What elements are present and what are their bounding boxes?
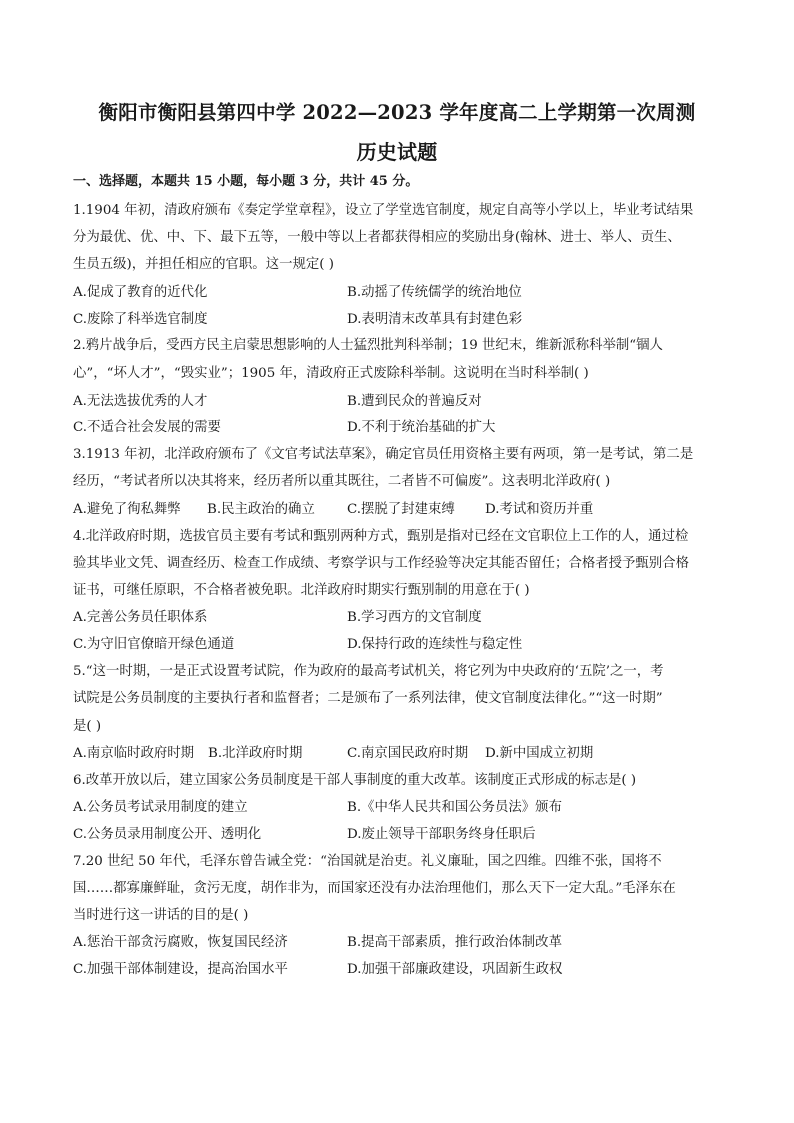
question-7-line-3: 当时进行这一讲话的目的是( )	[73, 908, 249, 923]
question-4-line-1: 4.北洋政府时期，选拔官员主要有考试和甄别两种方式，甄别是指对已经在文官职位上工作的人，通过检	[73, 529, 689, 544]
question-1-option-b: B.动摇了传统儒学的统治地位	[347, 285, 522, 300]
question-2-option-d: D.不利于统治基础的扩大	[347, 420, 496, 435]
question-3-option-a: A.避免了徇私舞弊	[73, 502, 181, 517]
question-7-option-b: B.提高干部素质，推行政治体制改革	[347, 935, 562, 950]
question-4-option-b: B.学习西方的文官制度	[347, 610, 482, 625]
question-3-option-c: C.摆脱了封建束缚	[347, 502, 455, 517]
question-3-line-2: 经历，“考试者所以决其将来，经历者所以重其既往，二者皆不可偏废”。这表明北洋政府( )	[73, 474, 611, 489]
question-7-option-d: D.加强干部廉政建设，巩固新生政权	[347, 962, 563, 977]
question-1-line-2: 分为最优、优、中、下、最下五等，一般中等以上者都获得相应的奖励出身(翰林、进士、举人、贡生、	[73, 230, 681, 245]
question-6-line-1: 6.改革开放以后，建立国家公务员制度是干部人事制度的重大改革。该制度正式形成的标志是( )	[73, 773, 637, 788]
question-6-option-d: D.废止领导干部职务终身任职后	[347, 827, 536, 842]
question-5-option-c: C.南京国民政府时期	[347, 746, 469, 761]
question-7-line-1: 7.20 世纪 50 年代，毛泽东曾告诫全党：“治国就是治吏。礼义廉耻，国之四维。四维不张，国将不	[73, 854, 662, 869]
question-1-option-c: C.废除了科举选官制度	[73, 312, 208, 327]
question-4-option-a: A.完善公务员任职体系	[73, 610, 208, 625]
question-5-option-b: B.北洋政府时期	[208, 746, 303, 761]
question-1-line-3: 生员五级)，并担任相应的官职。这一规定( )	[73, 257, 334, 272]
question-7-line-2: 国……都寡廉鲜耻，贪污无度，胡作非为，而国家还没有办法治理他们，那么天下一定大乱。”毛泽东在	[73, 881, 676, 896]
question-4-line-3: 证书，可继任原职，不合格者被免职。北洋政府时期实行甄别制的用意在于( )	[73, 583, 530, 598]
question-5-option-d: D.新中国成立初期	[485, 746, 594, 761]
question-3-line-1: 3.1913 年初，北洋政府颁布了《文官考试法草案》，确定官员任用资格主要有两项，第一是考试，第二是	[73, 447, 694, 462]
question-2-option-c: C.不适合社会发展的需要	[73, 420, 221, 435]
question-5-line-3: 是( )	[73, 719, 102, 734]
question-4-option-d: D.保持行政的连续性与稳定性	[347, 637, 523, 652]
question-1-line-1: 1.1904 年初，清政府颁布《奏定学堂章程》，设立了学堂选官制度，规定自高等小学以上，毕业考试结果	[73, 203, 694, 218]
question-2-option-a: A.无法选拔优秀的人才	[73, 394, 208, 409]
question-6-option-c: C.公务员录用制度公开、透明化	[73, 827, 262, 842]
question-2-option-b: B.遭到民众的普遍反对	[347, 394, 482, 409]
question-3-option-d: D.考试和资历并重	[485, 502, 594, 517]
exam-subtitle: 历史试题	[356, 140, 438, 164]
question-5-line-2: 试院是公务员制度的主要执行者和监督者；二是颁布了一系列法律，使文官制度法律化。”“这一时期”	[73, 691, 663, 706]
question-1-option-d: D.表明清末改革具有封建色彩	[347, 312, 523, 327]
question-6-option-b: B.《中华人民共和国公务员法》颁布	[347, 800, 562, 815]
question-5-line-1: 5.“这一时期，一是正式设置考试院，作为政府的最高考试机关，将它列为中央政府的‘五院’之一，考	[73, 664, 664, 679]
question-7-option-a: A.惩治干部贪污腐败，恢复国民经济	[73, 935, 288, 950]
question-4-option-c: C.为守旧官僚暗开绿色通道	[73, 637, 235, 652]
question-4-line-2: 验其毕业文凭、调查经历、检查工作成绩、考察学识与工作经验等决定其能否留任；合格者授予甄别合格	[73, 556, 689, 571]
question-7-option-c: C.加强干部体制建设，提高治国水平	[73, 962, 288, 977]
exam-title: 衡阳市衡阳县第四中学 2022—2023 学年度高二上学期第一次周测	[98, 101, 696, 124]
section-heading: 一、选择题，本题共 15 小题，每小题 3 分，共计 45 分。	[73, 174, 419, 189]
question-1-option-a: A.促成了教育的近代化	[73, 285, 208, 300]
question-2-line-1: 2.鸦片战争后，受西方民主启蒙思想影响的人士猛烈批判科举制；19 世纪末，维新派称科举制“锢人	[73, 338, 663, 353]
question-3-option-b: B.民主政治的确立	[207, 502, 315, 517]
question-5-option-a: A.南京临时政府时期	[73, 746, 195, 761]
question-6-option-a: A.公务员考试录用制度的建立	[73, 800, 248, 815]
question-2-line-2: 心”，“坏人才”，“毁实业”；1905 年，清政府正式废除科举制。这说明在当时科举制( )	[73, 366, 589, 381]
